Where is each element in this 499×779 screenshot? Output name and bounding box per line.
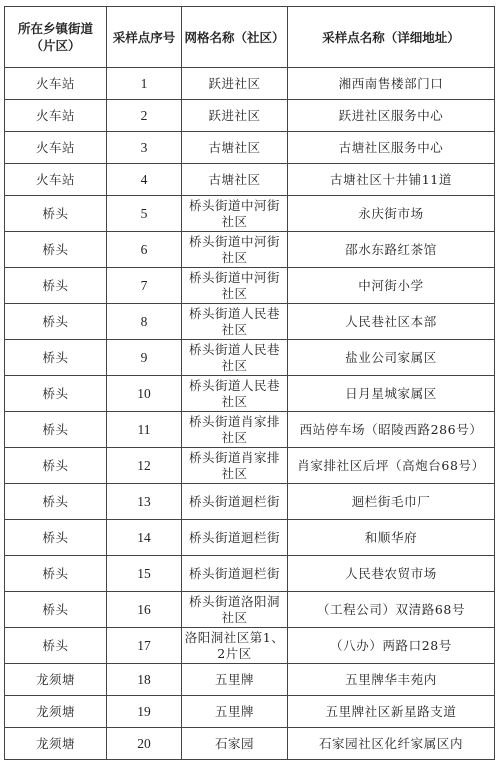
cell-area: 桥头 <box>5 412 107 448</box>
table-row <box>5 196 495 232</box>
table-row <box>5 68 495 100</box>
cell-grid-name: 桥头街道人民巷社区 <box>182 340 288 376</box>
cell-area: 龙须塘 <box>5 696 107 728</box>
cell-area: 火车站 <box>5 132 107 164</box>
cell-area: 火车站 <box>5 68 107 100</box>
cell-site-name: 迴栏街毛巾厂 <box>288 484 495 520</box>
cell-area: 桥头 <box>5 268 107 304</box>
cell-site-number: 5 <box>107 196 182 232</box>
cell-site-name: 五里牌华丰苑内 <box>288 664 495 696</box>
cell-site-number: 15 <box>107 556 182 592</box>
table-row <box>5 484 495 520</box>
cell-grid-name: 桥头街道迴栏街 <box>182 520 288 556</box>
cell-site-number: 3 <box>107 132 182 164</box>
cell-site-number: 8 <box>107 304 182 340</box>
cell-site-name: （八办）两路口28号 <box>288 628 495 664</box>
table-row <box>5 132 495 164</box>
cell-site-number: 7 <box>107 268 182 304</box>
table-row <box>5 164 495 196</box>
cell-site-name: 石家园社区化纤家属区内 <box>288 728 495 760</box>
cell-area: 桥头 <box>5 232 107 268</box>
cell-area: 桥头 <box>5 448 107 484</box>
table-row <box>5 412 495 448</box>
cell-area: 桥头 <box>5 304 107 340</box>
cell-grid-name: 跃进社区 <box>182 68 288 100</box>
cell-site-number: 14 <box>107 520 182 556</box>
cell-grid-name: 古塘社区 <box>182 164 288 196</box>
cell-site-number: 11 <box>107 412 182 448</box>
cell-grid-name: 洛阳洞社区第1、2片区 <box>182 628 288 664</box>
table-row <box>5 628 495 664</box>
cell-area: 桥头 <box>5 484 107 520</box>
cell-site-name: 日月星城家属区 <box>288 376 495 412</box>
table-row <box>5 696 495 728</box>
table-row <box>5 268 495 304</box>
cell-site-name: 人民巷社区本部 <box>288 304 495 340</box>
cell-site-number: 1 <box>107 68 182 100</box>
cell-site-name: 肖家排社区后坪（高炮台68号） <box>288 448 495 484</box>
cell-area: 桥头 <box>5 556 107 592</box>
cell-grid-name: 跃进社区 <box>182 100 288 132</box>
cell-area: 桥头 <box>5 592 107 628</box>
cell-site-name: 古塘社区服务中心 <box>288 132 495 164</box>
cell-site-number: 9 <box>107 340 182 376</box>
cell-site-number: 13 <box>107 484 182 520</box>
cell-site-name: 湘西南售楼部门口 <box>288 68 495 100</box>
table-row <box>5 448 495 484</box>
cell-area: 龙须塘 <box>5 664 107 696</box>
cell-site-number: 17 <box>107 628 182 664</box>
cell-area: 火车站 <box>5 100 107 132</box>
cell-site-name: 西站停车场（昭陵西路286号） <box>288 412 495 448</box>
header-site-number: 采样点序号 <box>107 7 182 68</box>
cell-grid-name: 桥头街道肖家排社区 <box>182 448 288 484</box>
cell-site-name: 永庆街市场 <box>288 196 495 232</box>
cell-site-number: 16 <box>107 592 182 628</box>
cell-area: 桥头 <box>5 520 107 556</box>
cell-grid-name: 古塘社区 <box>182 132 288 164</box>
cell-grid-name: 桥头街道人民巷社区 <box>182 376 288 412</box>
cell-site-name: 邵水东路红茶馆 <box>288 232 495 268</box>
cell-site-number: 6 <box>107 232 182 268</box>
cell-area: 龙须塘 <box>5 728 107 760</box>
cell-area: 火车站 <box>5 164 107 196</box>
table-row <box>5 520 495 556</box>
cell-area: 桥头 <box>5 628 107 664</box>
cell-grid-name: 桥头街道迴栏街 <box>182 556 288 592</box>
cell-site-number: 4 <box>107 164 182 196</box>
table-row <box>5 340 495 376</box>
cell-site-number: 19 <box>107 696 182 728</box>
table-row <box>5 592 495 628</box>
cell-grid-name: 桥头街道迴栏街 <box>182 484 288 520</box>
header-row <box>5 7 495 68</box>
cell-grid-name: 五里牌 <box>182 664 288 696</box>
cell-grid-name: 桥头街道洛阳洞社区 <box>182 592 288 628</box>
cell-area: 桥头 <box>5 376 107 412</box>
cell-grid-name: 石家园 <box>182 728 288 760</box>
cell-grid-name: 桥头街道人民巷社区 <box>182 304 288 340</box>
cell-grid-name: 桥头街道肖家排社区 <box>182 412 288 448</box>
cell-site-name: 盐业公司家属区 <box>288 340 495 376</box>
header-grid-name: 网格名称（社区） <box>182 7 288 68</box>
table-row <box>5 556 495 592</box>
cell-area: 桥头 <box>5 340 107 376</box>
header-area: 所在乡镇街道（片区） <box>5 7 107 68</box>
table-row <box>5 304 495 340</box>
table-row <box>5 376 495 412</box>
table-row <box>5 232 495 268</box>
cell-site-number: 10 <box>107 376 182 412</box>
table-row <box>5 100 495 132</box>
sampling-sites-table <box>4 6 495 760</box>
cell-site-number: 12 <box>107 448 182 484</box>
cell-site-name: 人民巷农贸市场 <box>288 556 495 592</box>
cell-site-number: 18 <box>107 664 182 696</box>
cell-site-name: 五里牌社区新星路支道 <box>288 696 495 728</box>
cell-site-name: 跃进社区服务中心 <box>288 100 495 132</box>
cell-site-number: 20 <box>107 728 182 760</box>
cell-grid-name: 桥头街道中河街社区 <box>182 232 288 268</box>
cell-grid-name: 桥头街道中河街社区 <box>182 268 288 304</box>
cell-site-name: （工程公司）双清路68号 <box>288 592 495 628</box>
cell-area: 桥头 <box>5 196 107 232</box>
cell-site-name: 古塘社区十井铺11道 <box>288 164 495 196</box>
cell-grid-name: 五里牌 <box>182 696 288 728</box>
table-row <box>5 728 495 760</box>
cell-site-name: 中河街小学 <box>288 268 495 304</box>
cell-grid-name: 桥头街道中河街社区 <box>182 196 288 232</box>
cell-site-name: 和顺华府 <box>288 520 495 556</box>
cell-site-number: 2 <box>107 100 182 132</box>
header-site-name: 采样点名称（详细地址） <box>288 7 495 68</box>
table-row <box>5 664 495 696</box>
